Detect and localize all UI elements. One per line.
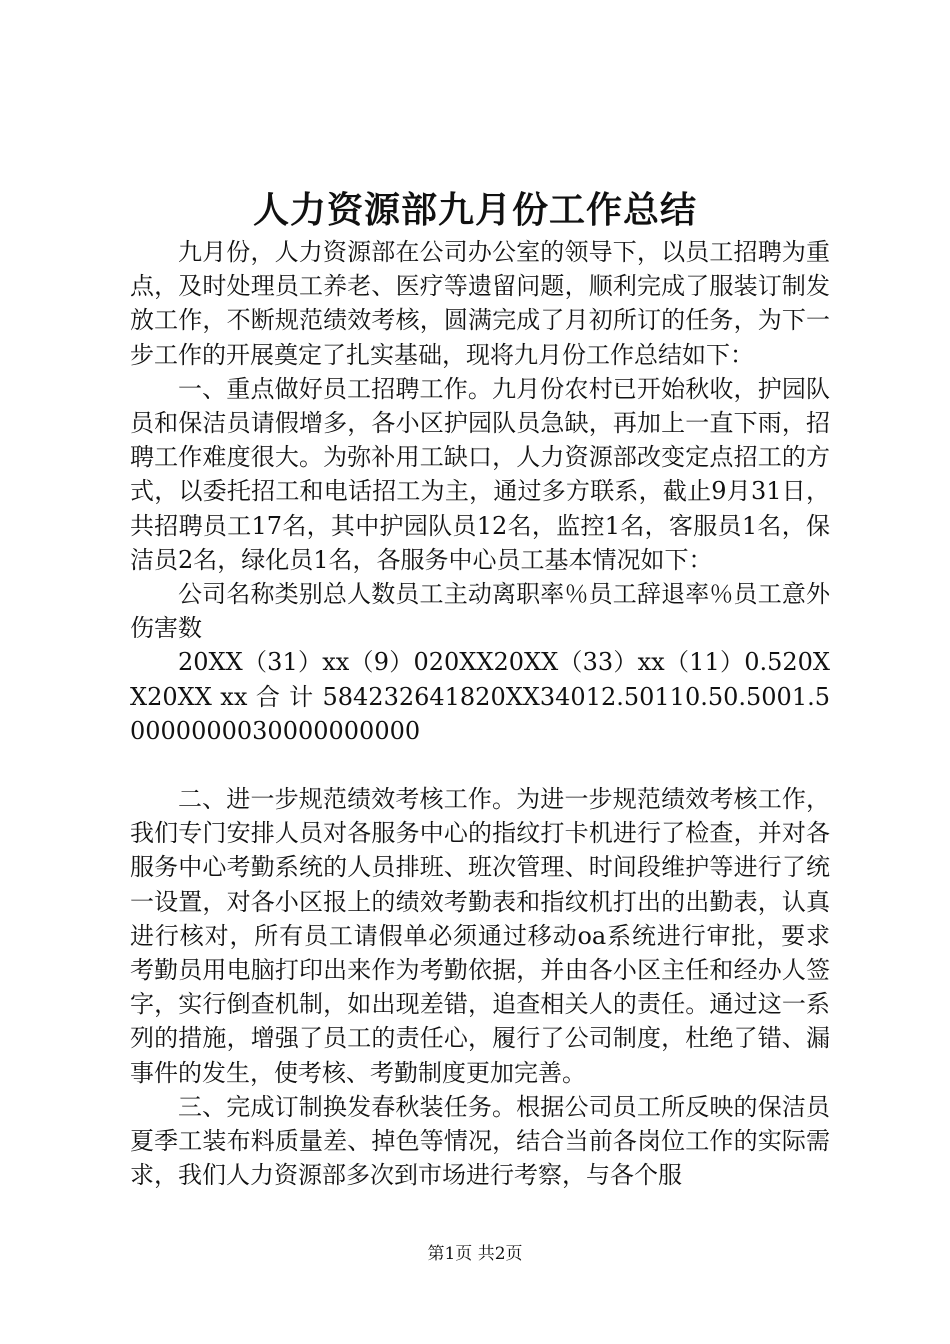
paragraph-uniforms: 三、完成订制换发春秋装任务。根据公司员工所反映的保洁员夏季工装布料质量差、掉色等情况，结合当前各岗位工作的实际需求，我们人力资源部多次到市场进行考察，与各个服: [130, 1092, 830, 1190]
paragraph-intro: 九月份，人力资源部在公司办公室的领导下，以员工招聘为重点，及时处理员工养老、医疗等遗留问题，顺利完成了服装订制发放工作，不断规范绩效考核，圆满完成了月初所订的任务，为下一步工作的开展奠定了扎实基础，现将九月份工作总结如下：: [130, 238, 830, 369]
paragraph-recruitment: 一、重点做好员工招聘工作。九月份农村已开始秋收，护园队员和保洁员请假增多，各小区护园队员急缺，再加上一直下雨，招聘工作难度很大。为弥补用工缺口，人力资源部改变定点招工的方式，以委托招工和电话招工为主，通过多方联系，截止9月31日，共招聘员工17名，其中护园队员12名，监控1名，客服员1名，保洁员2名，绿化员1名，各服务中心员工基本情况如下：: [130, 374, 830, 574]
document-body: [130, 235, 830, 1192]
paragraph-table-data: 20XX（31）xx（9）020XX20XX（33）xx（11）0.520XX20XX xx 合 计 584232641820XX34012.50110.50.5001.50000000030000000000: [130, 648, 830, 745]
paragraph-spacer: [130, 748, 830, 782]
document-title: 人力资源部九月份工作总结: [252, 189, 697, 231]
paragraph-performance: 二、进一步规范绩效考核工作。为进一步规范绩效考核工作，我们专门安排人员对各服务中心的指纹打卡机进行了检查，并对各服务中心考勤系统的人员排班、班次管理、时间段维护等进行了统一设置，对各小区报上的绩效考勤表和指纹机打出的出勤表，认真进行核对，所有员工请假单必须通过移动oa系统进行审批，要求考勤员用电脑打印出来作为考勤依据，并由各小区主任和经办人签字，实行倒查机制，如出现差错，追查相关人的责任。通过这一系列的措施，增强了员工的责任心，履行了公司制度，杜绝了错、漏事件的发生，使考核、考勤制度更加完善。: [130, 785, 830, 1087]
page-number-footer: 第1页 共2页: [427, 1244, 523, 1264]
paragraph-table-header: 公司名称类别总人数员工主动离职率％员工辞退率％员工意外伤害数: [130, 580, 830, 643]
